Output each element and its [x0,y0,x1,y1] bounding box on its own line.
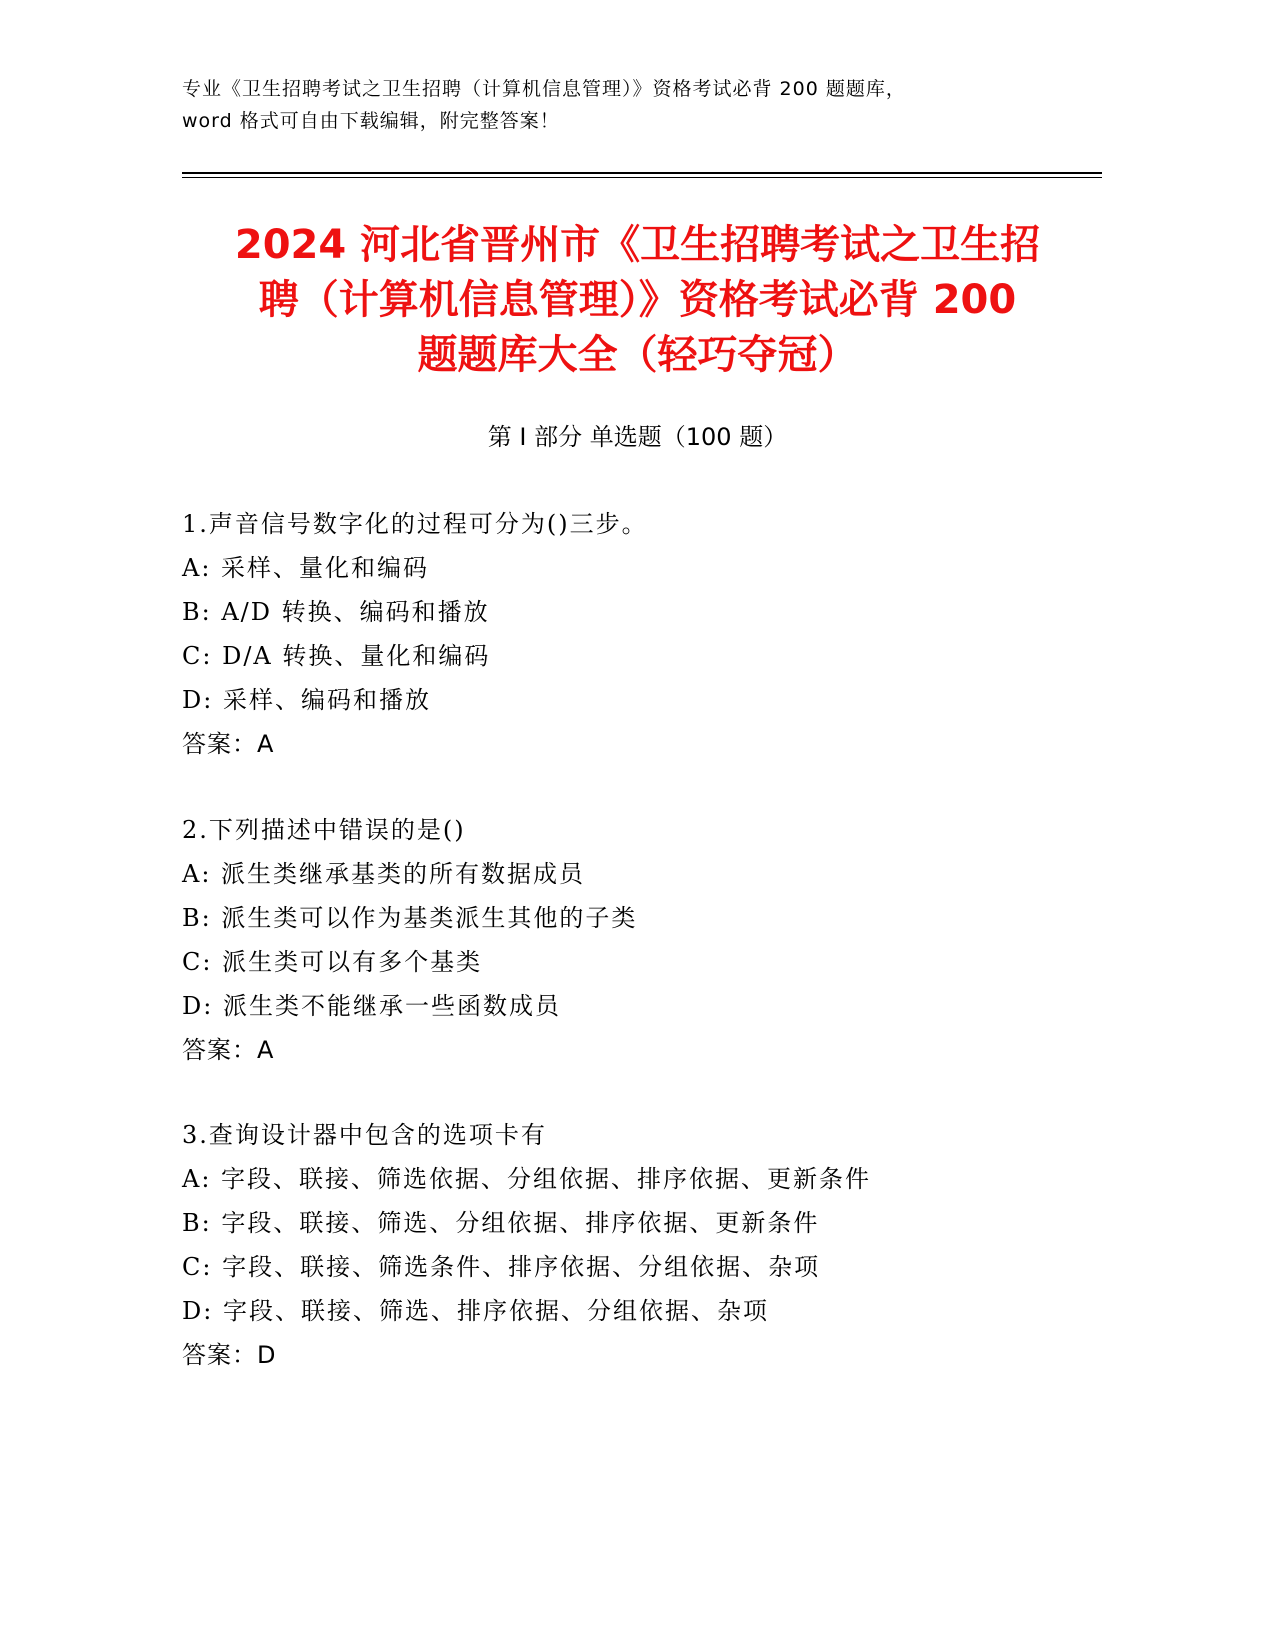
option-c: C: 派生类可以有多个基类 [182,948,483,976]
option-c: C: D/A 转换、量化和编码 [182,642,491,670]
option-c: C: 字段、联接、筛选条件、排序依据、分组依据、杂项 [182,1253,821,1281]
document-title-line-1: 2024 河北省晋州市《卫生招聘考试之卫生招 [234,222,1041,268]
option-a: A: 派生类继承基类的所有数据成员 [182,860,586,888]
answer-line: 答案：D [182,1341,277,1369]
option-b: B: 字段、联接、筛选、分组依据、排序依据、更新条件 [182,1209,820,1237]
document-title [150,218,1125,383]
answer-line: 答案：A [182,730,275,758]
option-a: A: 采样、量化和编码 [182,554,430,582]
question-3 [182,1113,1122,1377]
option-b: B: 派生类可以作为基类派生其他的子类 [182,904,638,932]
question-1 [182,502,1122,766]
header-note-line-2: word 格式可自由下载编辑，附完整答案！ [182,110,560,132]
header-divider-thick [182,172,1102,174]
option-a: A: 字段、联接、筛选依据、分组依据、排序依据、更新条件 [182,1165,872,1193]
header-note [182,73,1102,137]
document-title-line-2: 聘（计算机信息管理）》资格考试必背 200 [258,277,1017,323]
option-b: B: A/D 转换、编码和播放 [182,598,490,626]
question-2 [182,808,1122,1072]
option-d: D: 派生类不能继承一些函数成员 [182,992,561,1020]
header-divider-thin [182,177,1102,178]
header-note-line-1: 专业《卫生招聘考试之卫生招聘（计算机信息管理）》资格考试必背 200 题题库， [182,78,906,100]
document-title-line-3: 题题库大全（轻巧夺冠） [417,332,858,378]
question-stem: 3.查询设计器中包含的选项卡有 [182,1121,547,1149]
option-d: D: 采样、编码和播放 [182,686,431,714]
question-stem: 1.声音信号数字化的过程可分为()三步。 [182,510,648,538]
question-stem: 2.下列描述中错误的是() [182,816,466,844]
answer-line: 答案：A [182,1036,275,1064]
option-d: D: 字段、联接、筛选、排序依据、分组依据、杂项 [182,1297,769,1325]
section-heading: 第 I 部分 单选题（100 题） [487,423,788,451]
